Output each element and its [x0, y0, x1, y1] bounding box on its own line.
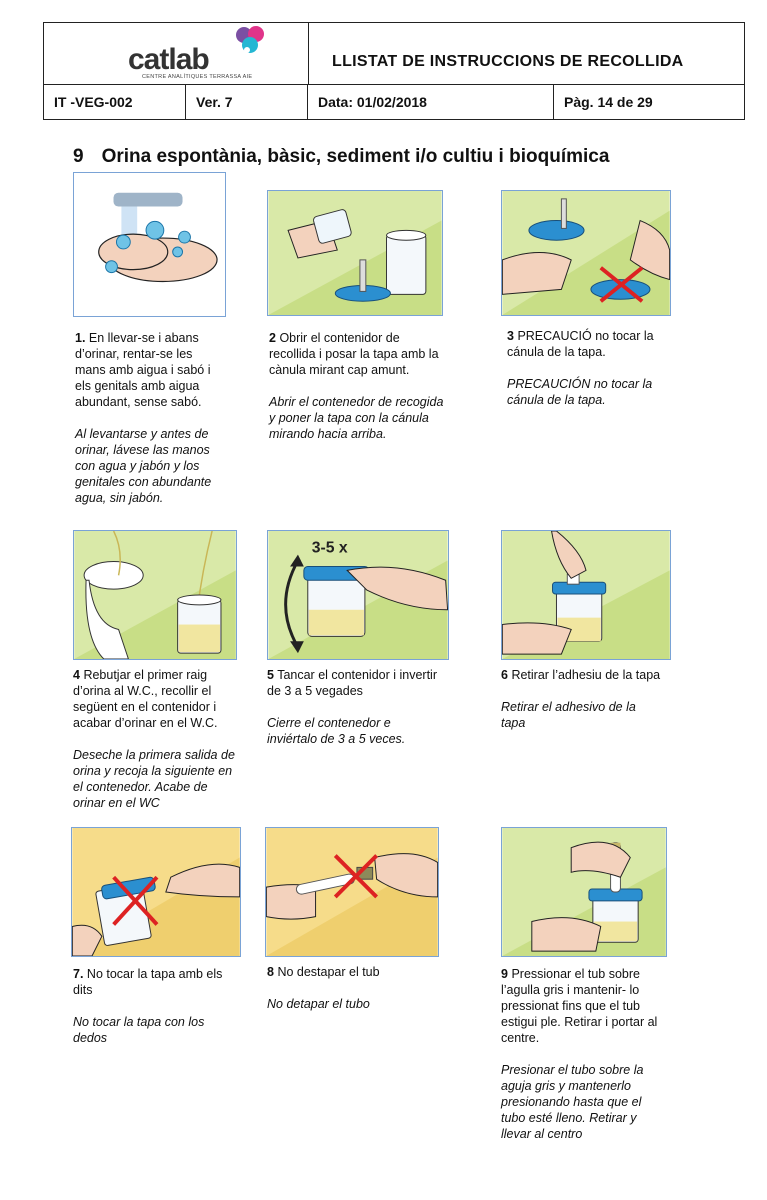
step-1-text: [75, 330, 225, 506]
hand-washing-illustration: [74, 173, 225, 316]
step-5-image: [267, 530, 449, 660]
step-number: 9: [501, 967, 508, 981]
step-8-text: [267, 964, 437, 1012]
invert-container-illustration: [268, 531, 448, 659]
logo-text: catlab: [128, 43, 209, 76]
step-7-text: [73, 966, 233, 1046]
logo-cell: [44, 23, 309, 84]
section-number: 9: [73, 146, 84, 167]
step-5-text: [267, 667, 442, 747]
step-6-text: [501, 667, 661, 731]
step-text-catalan: No destapar el tub: [277, 965, 380, 979]
step-9-text: [501, 966, 661, 1142]
open-container-illustration: [268, 191, 442, 315]
step-number: 1.: [75, 331, 86, 345]
step-number: 4: [73, 668, 80, 682]
step-text-spanish: Al levantarse y antes de orinar, lávese las manos con agua y jabón y los genitales con abundante agua, sin jabón.: [75, 427, 212, 505]
doc-version: Ver. 7: [186, 85, 308, 119]
step-text-spanish: No tocar la tapa con los dedos: [73, 1015, 205, 1045]
step-text-spanish: No detapar el tubo: [267, 997, 370, 1011]
step-text-spanish: Presionar el tubo sobre la aguja gris y mantenerlo presionando hasta que el tubo esté lleno. Retirar y llevar al centro: [501, 1063, 644, 1141]
step-3-image: [501, 190, 671, 316]
step-4-image: [73, 530, 237, 660]
step-text-spanish: Abrir el contenedor de recogida y poner la tapa con la cánula mirando hacia arriba.: [269, 395, 444, 441]
section-heading: Orina espontània, bàsic, sediment i/o cultiu i bioquímica: [101, 146, 610, 167]
dont-touch-lid-illustration: [72, 828, 240, 956]
step-7-image: [71, 827, 241, 957]
step-1-image: [73, 172, 226, 317]
logo-bubbles-icon: [232, 25, 272, 59]
step-2-image: [267, 190, 443, 316]
step-9-image: [501, 827, 667, 957]
invert-count-label: 3-5 x: [311, 539, 348, 557]
step-text-catalan: PRECAUCIÓ no tocar la cánula de la tapa.: [507, 329, 654, 359]
doc-date: Data: 01/02/2018: [308, 85, 554, 119]
step-text-catalan: En llevar-se i abans d’orinar, rentar-se les mans amb aigua i sabó i els genitals amb aigua abundant, sense sabó.: [75, 331, 211, 409]
step-text-catalan: Tancar el contenidor i invertir de 3 a 5 vegades: [267, 668, 437, 698]
step-number: 5: [267, 668, 274, 682]
section-title: [73, 146, 609, 168]
step-number: 8: [267, 965, 274, 979]
step-text-catalan: Pressionar el tub sobre l’agulla gris i mantenir- lo pressionat fins que el tub estigui ple. Retirar i portar al centre.: [501, 967, 658, 1045]
step-text-catalan: No tocar la tapa amb els dits: [73, 967, 223, 997]
toilet-and-cup-illustration: [74, 531, 236, 659]
step-text-catalan: Retirar l’adhesiu de la tapa: [511, 668, 661, 682]
press-tube-illustration: [502, 828, 666, 956]
doc-meta-row: [44, 84, 744, 119]
step-text-catalan: Rebutjar el primer raig d’orina al W.C., recollir el següent en el contenidor i acabar d’orinar en el W.C.: [73, 668, 218, 730]
dont-uncap-tube-illustration: [266, 828, 438, 956]
remove-adhesive-illustration: [502, 531, 670, 659]
step-text-spanish: PRECAUCIÓN no tocar la cánula de la tapa.: [507, 377, 653, 407]
step-8-image: [265, 827, 439, 957]
doc-code: IT -VEG-002: [44, 85, 186, 119]
step-number: 6: [501, 668, 508, 682]
step-number: 7.: [73, 967, 84, 981]
lid-caution-illustration: [502, 191, 670, 315]
step-6-image: [501, 530, 671, 660]
doc-page: Pàg. 14 de 29: [564, 94, 653, 110]
step-text-spanish: Deseche la primera salida de orina y recoja la siguiente en el contenedor. Acabe de orinar en el WC: [73, 748, 235, 810]
step-text-spanish: Retirar el adhesivo de la tapa: [501, 700, 636, 730]
step-text-spanish: Cierre el contenedor e inviértalo de 3 a 5 veces.: [267, 716, 406, 746]
step-3-text: [507, 328, 667, 408]
document-header: [43, 22, 745, 120]
step-number: 3: [507, 329, 514, 343]
doc-title-cell: [308, 23, 744, 84]
doc-title: LLISTAT DE INSTRUCCIONS DE RECOLLIDA: [332, 53, 684, 70]
step-2-text: [269, 330, 449, 442]
step-4-text: [73, 667, 243, 811]
logo-subtitle: CENTRE ANALÍTIQUES TERRASSA AIE: [142, 74, 253, 80]
step-text-catalan: Obrir el contenidor de recollida i posar la tapa amb la cànula mirant cap amunt.: [269, 331, 439, 377]
step-number: 2: [269, 331, 276, 345]
